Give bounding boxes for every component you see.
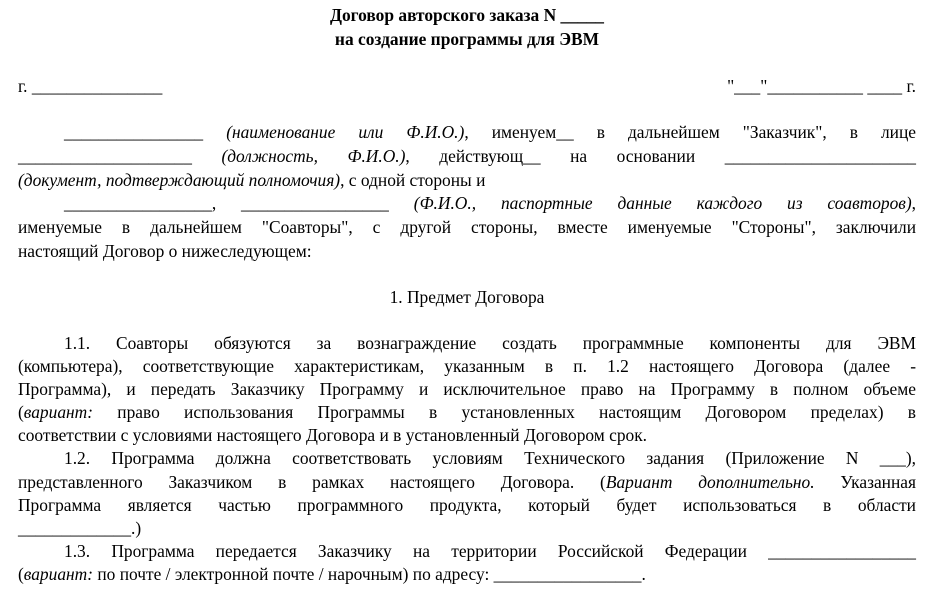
clause-text: представленного Заказчиком в рамках настоящего Договора. ( (18, 472, 606, 492)
document-title-line1: Договор авторского заказа N _____ (330, 5, 604, 25)
clause-1-2-line-1: 1.2. Программа должна соответствовать условиям Технического задания (Приложение N ___), (64, 448, 916, 468)
clause-1-1-line-1: 1.1. Соавторы обязуются за вознаграждение создать программные компоненты для ЭВМ (64, 333, 916, 353)
clause-1-1-line-3: Программа), и передать Заказчику Программу и исключительное право на Программу в полном объеме (18, 379, 916, 399)
clause-text: право использования Программы в установленных настоящим Договором пределах) в (93, 402, 916, 422)
preamble-text: , именуем__ в дальнейшем "Заказчик", в лице (464, 122, 917, 142)
authority-document-hint: (документ, подтверждающий полномочия) (18, 170, 341, 190)
preamble-text: , (911, 193, 916, 213)
section-1-heading: 1. Предмет Договора (389, 287, 545, 307)
representative-blank: ____________________ (18, 146, 192, 166)
clause-1-1-line-5: соответствии с условиями настоящего Договора и в установленный Договором срок. (18, 425, 648, 445)
preamble-line-3 (18, 170, 916, 190)
clause-text: Указанная (814, 472, 917, 492)
date-field: "___"___________ ____ г. (727, 76, 916, 96)
clause-1-1-line-4 (18, 402, 916, 422)
clause-1-2-line-3: Программа является частью программного продукта, который будет использоваться в области (18, 495, 916, 515)
variant-label: вариант: (23, 564, 93, 584)
document-title-line2: на создание программы для ЭВМ (334, 29, 600, 49)
preamble-line-6: настоящий Договор о нижеследующем: (18, 241, 312, 261)
representative-hint: (должность, Ф.И.О.) (221, 146, 406, 166)
coauthors-blank: _________________, _________________ (64, 193, 389, 213)
coauthors-hint: (Ф.И.О., паспортные данные каждого из соавторов) (413, 193, 912, 213)
place-field: г. _______________ (18, 76, 163, 96)
variant-label: вариант: (23, 402, 93, 422)
clause-1-1-line-2: (компьютера), соответствующие характеристикам, указанным в п. 1.2 настоящего Договора (далее - (18, 356, 916, 376)
clause-1-2-line-4: _____________.) (18, 518, 142, 538)
preamble-line-1 (18, 122, 916, 142)
clause-1-2-line-2 (18, 472, 916, 492)
place-date-row (18, 76, 916, 96)
preamble-line-2 (18, 146, 916, 166)
preamble-line-4 (18, 193, 916, 213)
customer-name-blank: ________________ (64, 122, 204, 142)
clause-text: ( (18, 564, 24, 584)
variant-additional-label: Вариант дополнительно. (605, 472, 815, 492)
clause-text: по почте / электронной почте / нарочным) по адресу: _________________. (93, 564, 646, 584)
customer-name-hint: (наименование или Ф.И.О.) (226, 122, 465, 142)
clause-1-3-line-2 (18, 564, 916, 584)
clause-1-3-line-1: 1.3. Программа передается Заказчику на территории Российской Федерации _________________ (64, 541, 916, 561)
preamble-text: , действующ__ на основании ______________________ (405, 146, 916, 166)
preamble-line-5: именуемые в дальнейшем "Соавторы", с другой стороны, вместе именуемые "Стороны", заключили (18, 217, 916, 237)
preamble-text: , с одной стороны и (340, 170, 486, 190)
clause-text: ( (18, 402, 24, 422)
